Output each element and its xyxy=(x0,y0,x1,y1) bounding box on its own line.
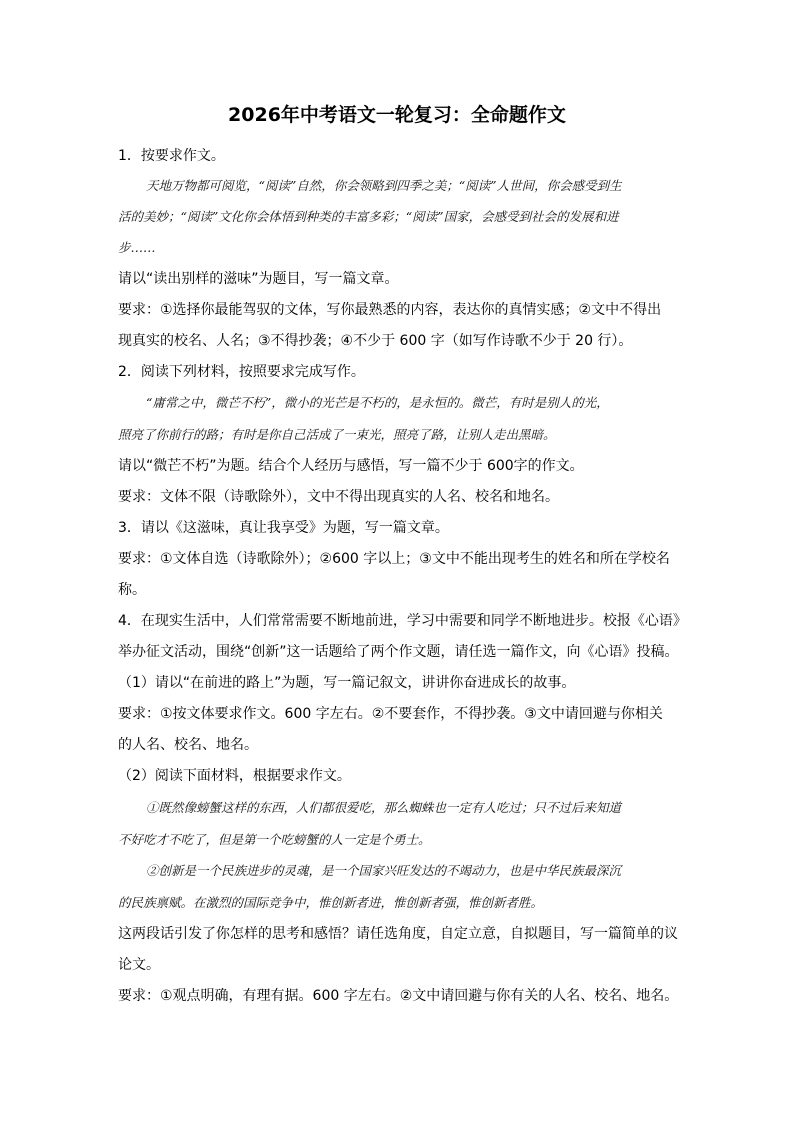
page-title: 2026年中考语文一轮复习：全命题作文 xyxy=(228,104,566,126)
question-2-task: 请以“微芒不朽”为题。结合个人经历与感悟，写一篇不少于 600字的作文。 xyxy=(118,458,584,474)
question-4-option-1-requirements: 的人名、校名、地名。 xyxy=(118,737,258,753)
question-1-prompt: 1．按要求作文。 xyxy=(118,148,225,164)
question-4-prompt: 4．在现实生活中，人们常常需要不断地前进，学习中需要和同学不断地进步。校报《心语》 xyxy=(118,613,687,629)
question-1-requirements: 现真实的校名、人名；③不得抄袭；④不少于 600 字（如写作诗歌不少于 20 行）。 xyxy=(118,333,633,349)
question-4-prompt: 举办征文活动，围绕“创新”这一话题给了两个作文题，请任选一篇作文，向《心语》投稿。 xyxy=(118,644,679,660)
question-4-option-2-requirements: 要求：①观点明确，有理有据。600 字左右。②文中请回避与你有关的人名、校名、地名。 xyxy=(118,988,679,1004)
question-1-material-line: 活的美妙；“阅读”文化你会体悟到种类的丰富多彩；“阅读”国家，会感受到社会的发展和进 xyxy=(118,209,619,224)
question-4-option-1-requirements: 要求：①按文体要求作文。600 字左右。②不要套作，不得抄袭。③文中请回避与你相关 xyxy=(118,706,663,722)
question-3-prompt: 3．请以《这滋味，真让我享受》为题，写一篇文章。 xyxy=(118,520,449,536)
question-2-requirements: 要求：文体不限（诗歌除外），文中不得出现真实的人名、校名和地名。 xyxy=(118,489,559,505)
question-4-material-line: ①既然像螃蟹这样的东西，人们都很爱吃，那么蜘蛛也一定有人吃过；只不过后来知道 xyxy=(146,800,622,815)
question-3-requirements: 称。 xyxy=(118,582,146,598)
question-2-material-line: 照亮了你前行的路；有时是你自己活成了一束光，照亮了路，让别人走出黑暗。 xyxy=(118,427,556,442)
question-1-task: 请以“读出别样的滋味”为题目，写一篇文章。 xyxy=(118,271,399,287)
question-1-material-line: 步…… xyxy=(118,240,156,255)
question-4-option-2: （2）阅读下面材料，根据要求作文。 xyxy=(118,768,351,784)
question-4-material-line: 的民族禀赋。在激烈的国际竞争中，惟创新者进，惟创新者强，惟创新者胜。 xyxy=(118,895,544,910)
question-1-material-line: 天地万物都可阅览，“阅读”自然，你会领略到四季之美；“阅读”人世间，你会感受到生 xyxy=(146,178,622,193)
question-4-option-2-task: 论文。 xyxy=(118,957,160,973)
question-1-requirements: 要求：①选择你最能驾驭的文体，写你最熟悉的内容，表达你的真情实感；②文中不得出 xyxy=(118,302,662,318)
question-4-material-line: 不好吃才不吃了，但是第一个吃螃蟹的人一定是个勇士。 xyxy=(118,832,431,847)
question-4-option-2-task: 这两段话引发了你怎样的思考和感悟？请任选角度，自定立意，自拟题目，写一篇简单的议 xyxy=(118,926,678,942)
question-2-material-line: “庸常之中，微芒不朽”，微小的光芒是不朽的，是永恒的。微芒，有时是别人的光， xyxy=(146,395,609,410)
question-4-material-line: ②创新是一个民族进步的灵魂，是一个国家兴旺发达的不竭动力，也是中华民族最深沉 xyxy=(146,863,622,878)
question-4-option-1: （1）请以“在前进的路上”为题，写一篇记叙文，讲讲你奋进成长的故事。 xyxy=(118,675,576,691)
question-3-requirements: 要求：①文体自选（诗歌除外）；②600 字以上；③文中不能出现考生的姓名和所在学校名 xyxy=(118,551,670,567)
question-2-prompt: 2．阅读下列材料，按照要求完成写作。 xyxy=(118,364,365,380)
